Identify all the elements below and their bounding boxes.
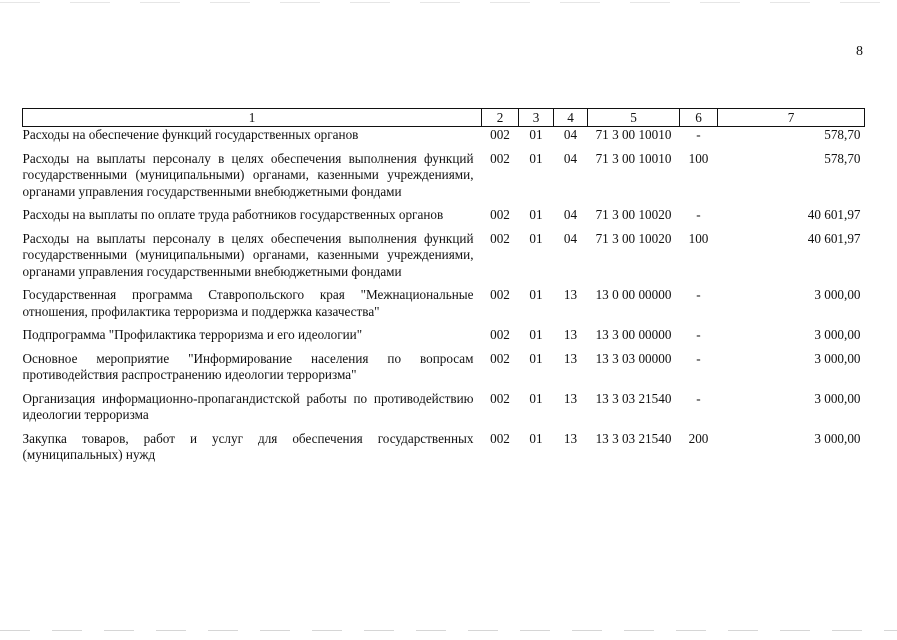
budget-table xyxy=(22,108,865,471)
row-subsection-code: 04 xyxy=(563,230,578,246)
row-expense-type: 200 xyxy=(688,430,709,446)
row-ministry-code: 002 xyxy=(490,150,510,166)
table-row xyxy=(23,127,865,151)
header-col-4: 4 xyxy=(554,109,588,127)
row-target-article: 13 3 00 00000 xyxy=(595,327,672,342)
row-target-article: 13 3 03 21540 xyxy=(595,430,672,446)
row-amount: 3 000,00 xyxy=(814,350,861,366)
table-row xyxy=(23,207,865,231)
table-row xyxy=(23,391,865,431)
header-col-7: 7 xyxy=(718,109,865,127)
row-subsection-code: 13 xyxy=(563,350,578,366)
row-section-code: 01 xyxy=(529,150,543,166)
row-expense-type: 100 xyxy=(688,150,709,166)
row-expense-type: - xyxy=(696,207,701,222)
table-row xyxy=(23,231,865,288)
row-section-code: 01 xyxy=(529,207,543,222)
row-name: Расходы на обеспечение функций государственных органов xyxy=(22,127,359,142)
table-header-row xyxy=(23,109,865,127)
row-name: Государственная программа Ставропольского края "Межнациональные отношения, профилактика терроризма и поддержка казачества" xyxy=(22,287,474,319)
table-row xyxy=(23,287,865,327)
row-name: Закупка товаров, работ и услуг для обеспечения государственных (муниципальных) нужд xyxy=(22,430,474,462)
row-subsection-code: 04 xyxy=(563,127,578,142)
row-target-article: 71 3 00 10010 xyxy=(595,127,672,142)
row-subsection-code: 13 xyxy=(563,327,578,342)
row-name: Организация информационно-пропагандистской работы по противодействию идеологии терроризма xyxy=(22,390,474,422)
row-amount: 578,70 xyxy=(824,150,861,166)
row-amount: 40 601,97 xyxy=(807,230,861,246)
row-section-code: 01 xyxy=(529,430,543,446)
header-col-1: 1 xyxy=(23,109,482,127)
row-name: Основное мероприятие "Информирование населения по вопросам противодействия распространению идеологии терроризма" xyxy=(22,350,474,382)
row-subsection-code: 13 xyxy=(563,430,578,446)
header-col-6: 6 xyxy=(680,109,718,127)
row-ministry-code: 002 xyxy=(490,430,510,446)
row-section-code: 01 xyxy=(529,390,543,406)
scan-artifact-top xyxy=(0,2,897,3)
row-amount: 3 000,00 xyxy=(814,327,861,342)
row-ministry-code: 002 xyxy=(490,350,510,366)
row-expense-type: - xyxy=(696,127,701,142)
row-target-article: 71 3 00 10010 xyxy=(595,150,672,166)
row-amount: 40 601,97 xyxy=(807,207,861,222)
row-subsection-code: 13 xyxy=(563,287,578,302)
row-ministry-code: 002 xyxy=(490,327,510,342)
row-target-article: 13 3 03 21540 xyxy=(595,390,672,406)
table-row xyxy=(23,431,865,471)
table-row xyxy=(23,351,865,391)
row-expense-type: - xyxy=(696,287,701,302)
header-col-5: 5 xyxy=(588,109,680,127)
row-target-article: 13 3 03 00000 xyxy=(595,350,672,366)
header-col-3: 3 xyxy=(519,109,554,127)
row-ministry-code: 002 xyxy=(490,207,510,222)
row-amount: 578,70 xyxy=(824,127,861,142)
page-number: 8 xyxy=(856,44,863,59)
row-target-article: 13 0 00 00000 xyxy=(595,287,672,302)
row-amount: 3 000,00 xyxy=(814,390,861,406)
header-col-2: 2 xyxy=(482,109,519,127)
row-ministry-code: 002 xyxy=(490,127,510,142)
row-section-code: 01 xyxy=(529,127,543,142)
row-subsection-code: 04 xyxy=(563,207,578,222)
row-ministry-code: 002 xyxy=(490,230,510,246)
row-expense-type: - xyxy=(696,350,701,366)
row-expense-type: - xyxy=(696,327,701,342)
row-ministry-code: 002 xyxy=(490,390,510,406)
row-ministry-code: 002 xyxy=(490,287,510,302)
row-expense-type: - xyxy=(696,390,701,406)
row-name: Подпрограмма "Профилактика терроризма и его идеологии" xyxy=(22,327,363,342)
row-section-code: 01 xyxy=(529,327,543,342)
row-target-article: 71 3 00 10020 xyxy=(595,207,672,222)
row-section-code: 01 xyxy=(529,287,543,302)
table-row xyxy=(23,151,865,208)
row-amount: 3 000,00 xyxy=(814,430,861,446)
row-expense-type: 100 xyxy=(688,230,709,246)
row-subsection-code: 13 xyxy=(563,390,578,406)
row-subsection-code: 04 xyxy=(563,150,578,166)
row-name: Расходы на выплаты персоналу в целях обеспечения выполнения функций государственными (муниципальными) органами, казенными учреждениями, органами управления государственными внебюджетными фондами xyxy=(22,230,474,279)
scan-artifact-bottom xyxy=(0,630,897,631)
row-target-article: 71 3 00 10020 xyxy=(595,230,672,246)
row-name: Расходы на выплаты по оплате труда работников государственных органов xyxy=(22,207,444,222)
row-section-code: 01 xyxy=(529,230,543,246)
row-name: Расходы на выплаты персоналу в целях обеспечения выполнения функций государственными (муниципальными) органами, казенными учреждениями, органами управления государственными внебюджетными фондами xyxy=(22,150,474,199)
table-row xyxy=(23,327,865,351)
row-section-code: 01 xyxy=(529,350,543,366)
row-amount: 3 000,00 xyxy=(814,287,861,302)
